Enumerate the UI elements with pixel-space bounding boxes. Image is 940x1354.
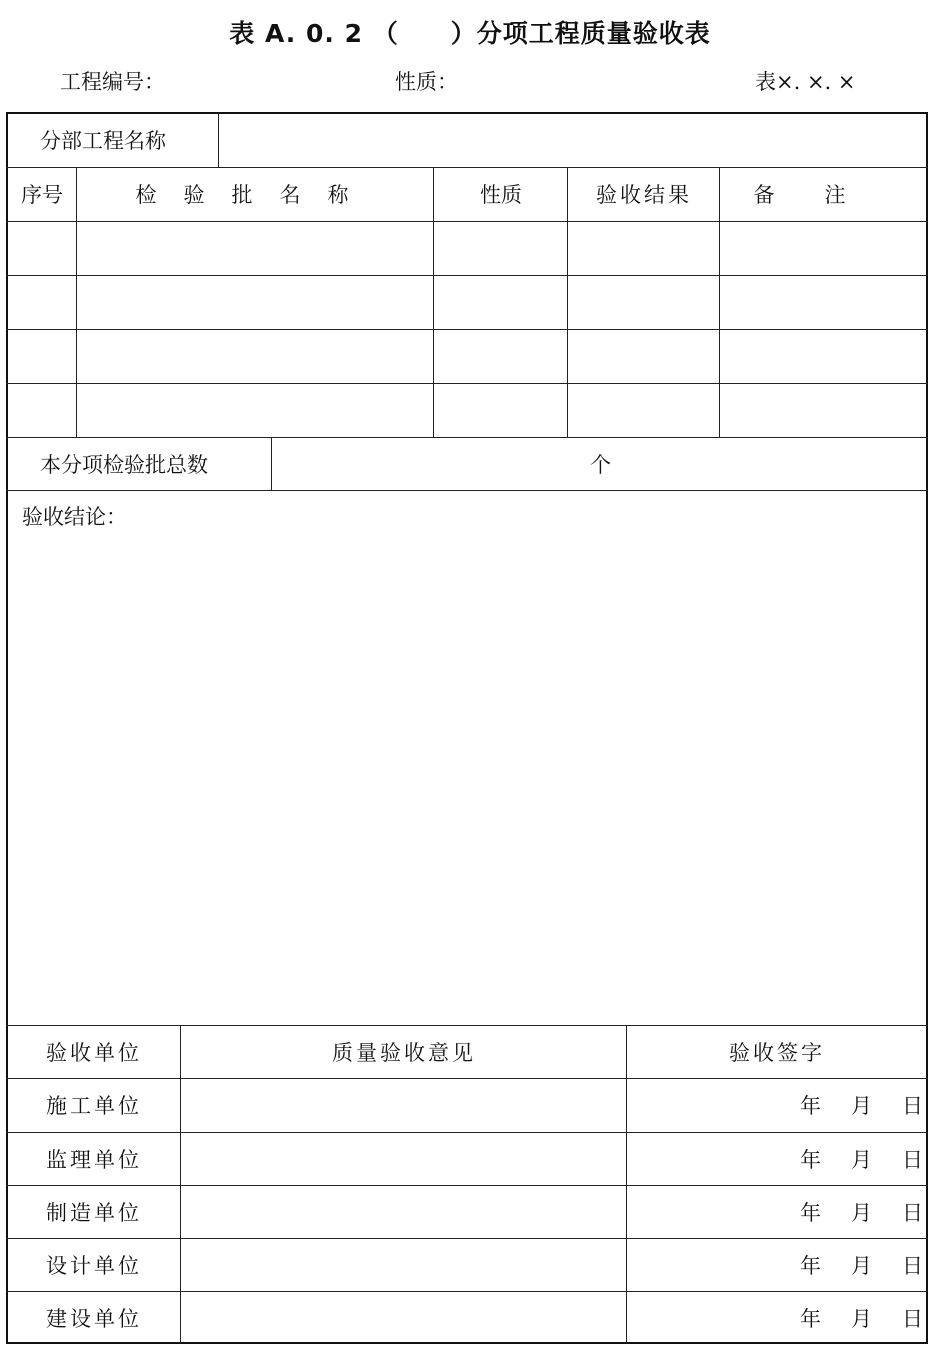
total-batches-unit: 个	[590, 452, 611, 477]
total-batches-label: 本分项检验批总数	[40, 452, 208, 477]
date-day: 日	[902, 1094, 923, 1118]
unit-manufacturer: 制造单位	[46, 1200, 142, 1225]
subproject-name-label: 分部工程名称	[40, 128, 166, 153]
header-seq: 序号	[21, 183, 63, 207]
header-remark: 备注	[753, 183, 896, 207]
column-divider	[218, 112, 219, 167]
opinion-field[interactable]	[182, 1293, 626, 1342]
date-year: 年	[800, 1200, 821, 1225]
column-divider	[271, 437, 272, 490]
column-divider	[433, 167, 434, 437]
date-month: 月	[851, 1094, 872, 1118]
header-batch-name: 检验批名称	[135, 183, 376, 207]
batch-row-4[interactable]	[78, 385, 433, 437]
subproject-name-field[interactable]	[220, 114, 926, 165]
date-month: 月	[851, 1253, 872, 1278]
sign-header-unit: 验收单位	[46, 1040, 142, 1065]
batch-row-1[interactable]	[78, 223, 433, 275]
date-day: 日	[902, 1253, 923, 1278]
batch-row-2[interactable]	[78, 277, 433, 329]
table-number: 表×. ×. ×	[755, 70, 856, 94]
row-divider	[6, 275, 928, 276]
sign-header-opinion: 质量验收意见	[332, 1040, 476, 1065]
column-divider	[626, 1025, 627, 1344]
column-divider	[719, 167, 720, 437]
opinion-field[interactable]	[182, 1240, 626, 1289]
unit-design: 设计单位	[46, 1253, 142, 1278]
header-nature: 性质	[480, 183, 522, 207]
conclusion-label: 验收结论：	[22, 505, 127, 529]
page-title: 表 A. 0. 2 （ ）分项工程质量验收表	[229, 19, 711, 48]
opinion-field[interactable]	[182, 1187, 626, 1236]
unit-construction: 施工单位	[46, 1094, 142, 1118]
sign-header-signature: 验收签字	[729, 1040, 825, 1065]
date-month: 月	[851, 1200, 872, 1225]
column-divider	[567, 167, 568, 437]
date-day: 日	[902, 1147, 923, 1172]
header-result: 验收结果	[596, 183, 692, 207]
nature-label: 性质：	[395, 70, 458, 94]
column-divider	[76, 167, 77, 437]
date-month: 月	[851, 1147, 872, 1172]
date-year: 年	[800, 1094, 821, 1118]
row-divider	[6, 221, 928, 222]
batch-row-3[interactable]	[78, 331, 433, 383]
row-divider	[6, 329, 928, 330]
project-code-label: 工程编号：	[60, 70, 165, 94]
opinion-field[interactable]	[182, 1134, 626, 1183]
date-year: 年	[800, 1147, 821, 1172]
row-divider	[6, 490, 928, 491]
conclusion-area[interactable]	[8, 535, 926, 1023]
date-day: 日	[902, 1200, 923, 1225]
opinion-field[interactable]	[182, 1080, 626, 1130]
unit-owner: 建设单位	[46, 1306, 142, 1331]
column-divider	[180, 1025, 181, 1344]
date-year: 年	[800, 1253, 821, 1278]
date-month: 月	[851, 1306, 872, 1331]
unit-supervision: 监理单位	[46, 1147, 142, 1172]
date-day: 日	[902, 1306, 923, 1331]
date-year: 年	[800, 1306, 821, 1331]
row-divider	[6, 383, 928, 384]
